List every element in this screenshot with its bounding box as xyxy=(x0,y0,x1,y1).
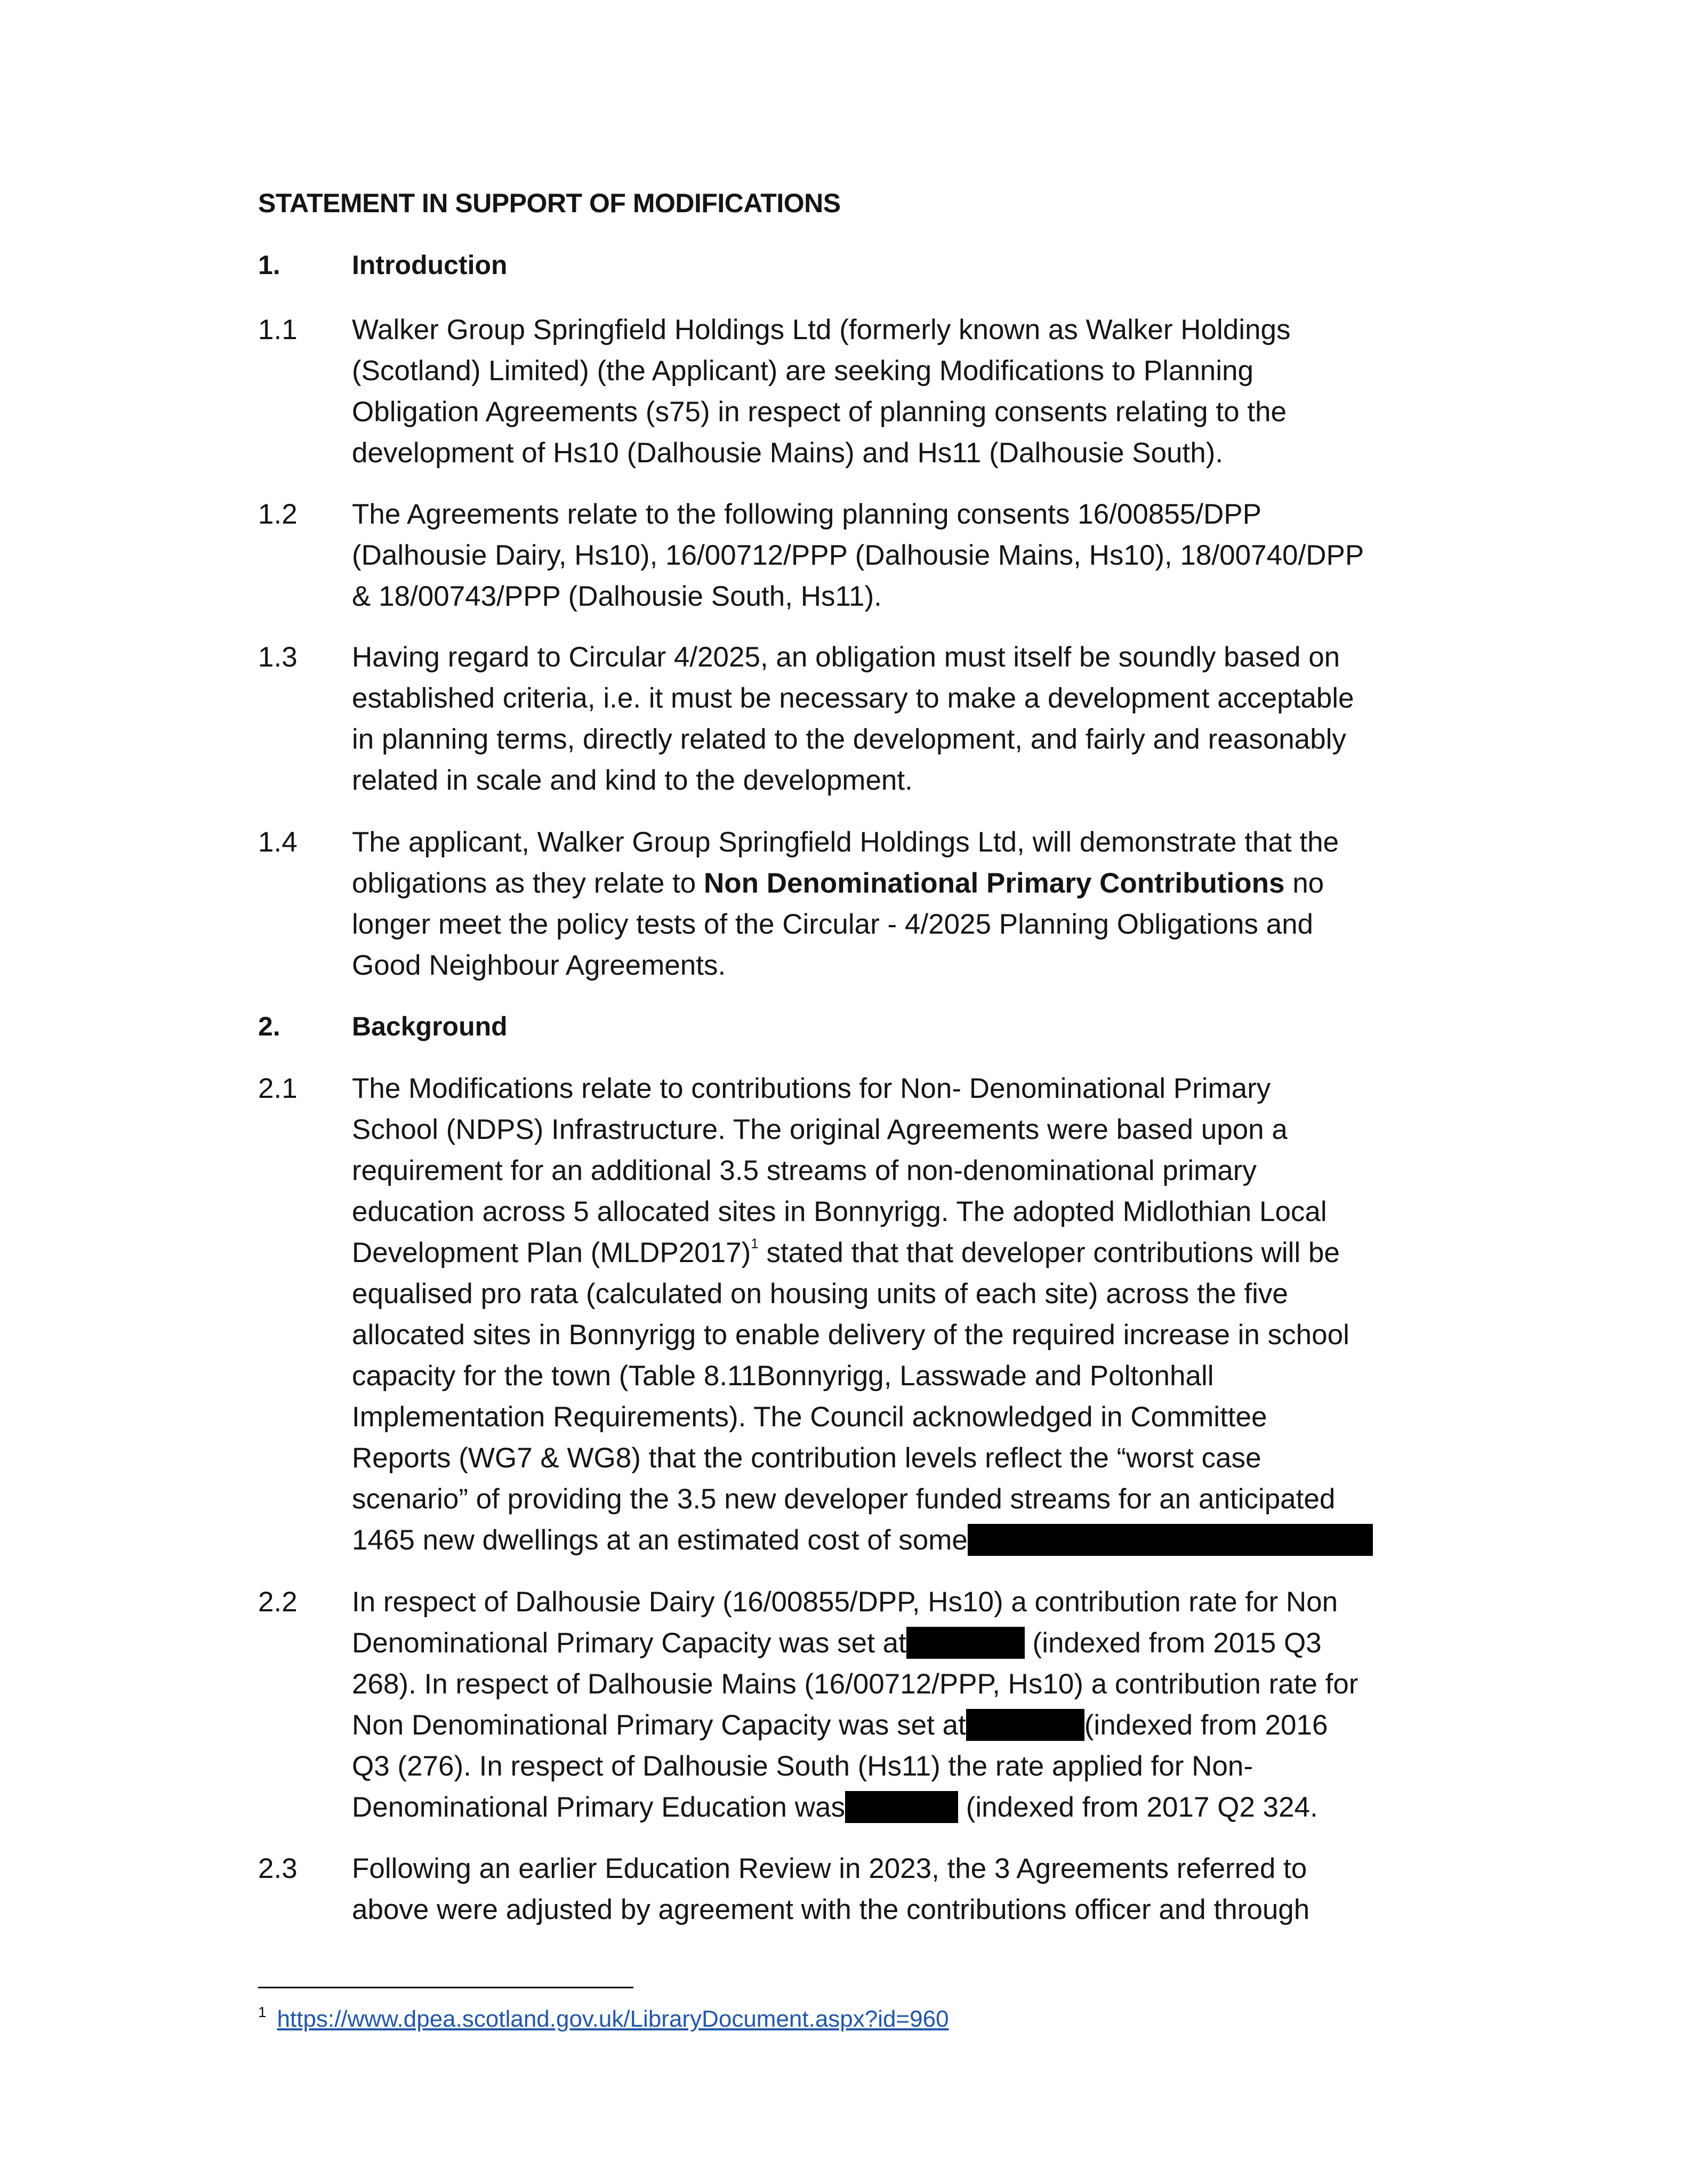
text-line: development of Hs10 (Dalhousie Mains) and Hs11 (Dalhousie South). xyxy=(352,437,1224,469)
text-run: (indexed from 2017 Q2 324. xyxy=(958,1792,1318,1823)
text-line: Reports (WG7 & WG8) that the contribution levels reflect the “worst case xyxy=(352,1442,1261,1474)
paragraph-text xyxy=(352,1581,1431,1828)
paragraph-number: 2.1 xyxy=(258,1073,298,1104)
text-run: (indexed from 2016 xyxy=(1084,1709,1328,1741)
section-heading-background xyxy=(258,1011,508,1042)
footnote-separator xyxy=(258,1987,633,1988)
text-line xyxy=(352,1232,1431,1273)
text-run: Denominational Primary Education was xyxy=(352,1792,845,1823)
text-line: related in scale and kind to the development. xyxy=(352,765,913,796)
footnote-link[interactable]: https://www.dpea.scotland.gov.uk/LibraryDocument.aspx?id=960 xyxy=(277,2006,949,2032)
bold-emphasis: Non Denominational Primary Contributions xyxy=(703,868,1285,899)
text-line xyxy=(352,1787,1431,1828)
redaction-block xyxy=(968,1524,1373,1556)
text-line: 268). In respect of Dalhousie Mains (16/00712/PPP, Hs10) a contribution rate for xyxy=(352,1668,1359,1700)
text-line: The Modifications relate to contributions for Non- Denominational Primary xyxy=(352,1073,1271,1104)
text-line: The applicant, Walker Group Springfield Holdings Ltd, will demonstrate that the xyxy=(352,826,1339,858)
text-run: Development Plan (MLDP2017) xyxy=(352,1237,751,1268)
text-line: allocated sites in Bonnyrigg to enable delivery of the required increase in school xyxy=(352,1319,1349,1351)
paragraph-number: 1.3 xyxy=(258,641,298,673)
text-line: Following an earlier Education Review in 2023, the 3 Agreements referred to xyxy=(352,1853,1307,1884)
paragraph-2-1 xyxy=(258,1068,1431,1561)
text-line: In respect of Dalhousie Dairy (16/00855/DPP, Hs10) a contribution rate for Non xyxy=(352,1586,1338,1618)
text-line: Implementation Requirements). The Council acknowledged in Committee xyxy=(352,1401,1267,1433)
text-line xyxy=(352,1520,1431,1561)
footnote xyxy=(258,2004,949,2033)
text-run: obligations as they relate to xyxy=(352,868,704,899)
document-title: STATEMENT IN SUPPORT OF MODIFICATIONS xyxy=(258,188,841,218)
text-line xyxy=(352,1623,1431,1664)
text-line: Having regard to Circular 4/2025, an obligation must itself be soundly based on xyxy=(352,641,1340,673)
paragraph-number: 2.3 xyxy=(258,1853,298,1884)
redaction-block xyxy=(966,1709,1084,1741)
paragraph-text xyxy=(352,494,1431,617)
paragraph-text xyxy=(352,1068,1431,1561)
paragraph-1-2 xyxy=(258,494,1431,617)
text-line: established criteria, i.e. it must be necessary to make a development acceptable xyxy=(352,682,1354,714)
text-line: School (NDPS) Infrastructure. The original Agreements were based upon a xyxy=(352,1114,1288,1145)
text-line: in planning terms, directly related to the development, and fairly and reasonably xyxy=(352,724,1346,755)
paragraph-text xyxy=(352,822,1431,986)
text-line: Q3 (276). In respect of Dalhousie South (Hs11) the rate applied for Non- xyxy=(352,1751,1253,1782)
text-line: Walker Group Springfield Holdings Ltd (formerly known as Walker Holdings xyxy=(352,314,1291,346)
text-line: equalised pro rata (calculated on housing units of each site) across the five xyxy=(352,1278,1288,1310)
section-title: Background xyxy=(352,1011,508,1041)
redaction-block xyxy=(906,1627,1025,1659)
text-run: Denominational Primary Capacity was set at xyxy=(352,1627,906,1659)
text-line: above were adjusted by agreement with the contributions officer and through xyxy=(352,1894,1310,1925)
paragraph-text xyxy=(352,309,1431,473)
paragraph-1-1 xyxy=(258,309,1431,473)
paragraph-2-2 xyxy=(258,1581,1431,1828)
text-run: no xyxy=(1284,868,1324,899)
redaction-block xyxy=(845,1791,958,1823)
paragraph-1-4 xyxy=(258,822,1431,986)
text-line: Obligation Agreements (s75) in respect of planning consents relating to the xyxy=(352,396,1287,428)
paragraph-2-3 xyxy=(258,1848,1431,1930)
paragraph-number: 1.1 xyxy=(258,314,298,346)
text-line: Good Neighbour Agreements. xyxy=(352,950,726,981)
paragraph-number: 1.4 xyxy=(258,826,298,858)
text-line: capacity for the town (Table 8.11Bonnyrigg, Lasswade and Poltonhall xyxy=(352,1360,1214,1392)
paragraph-text xyxy=(352,637,1431,801)
text-run: (indexed from 2015 Q3 xyxy=(1024,1627,1322,1659)
text-line xyxy=(352,1705,1431,1746)
text-line xyxy=(352,863,1431,904)
text-line: The Agreements relate to the following planning consents 16/00855/DPP xyxy=(352,499,1261,530)
footnote-mark: 1 xyxy=(258,2004,267,2020)
text-line: longer meet the policy tests of the Circular - 4/2025 Planning Obligations and xyxy=(352,909,1314,940)
text-line: (Scotland) Limited) (the Applicant) are seeking Modifications to Planning xyxy=(352,355,1254,387)
text-line: education across 5 allocated sites in Bonnyrigg. The adopted Midlothian Local xyxy=(352,1196,1327,1227)
text-run: stated that that developer contributions will be xyxy=(758,1237,1340,1268)
text-line: requirement for an additional 3.5 streams of non-denominational primary xyxy=(352,1155,1257,1186)
text-run: 1465 new dwellings at an estimated cost of some xyxy=(352,1524,968,1556)
text-line: scenario” of providing the 3.5 new developer funded streams for an anticipated xyxy=(352,1483,1336,1515)
paragraph-number: 2.2 xyxy=(258,1586,298,1618)
text-line: & 18/00743/PPP (Dalhousie South, Hs11). xyxy=(352,581,882,612)
section-heading-introduction xyxy=(258,250,508,280)
paragraph-text xyxy=(352,1848,1431,1930)
section-number: 2. xyxy=(258,1011,280,1041)
paragraph-1-3 xyxy=(258,637,1431,801)
section-title: Introduction xyxy=(352,250,508,280)
section-number: 1. xyxy=(258,250,280,280)
footnote-reference[interactable]: 1 xyxy=(751,1235,759,1251)
text-line: (Dalhousie Dairy, Hs10), 16/00712/PPP (Dalhousie Mains, Hs10), 18/00740/DPP xyxy=(352,540,1364,571)
text-run: Non Denominational Primary Capacity was set at xyxy=(352,1709,966,1741)
paragraph-number: 1.2 xyxy=(258,499,298,530)
